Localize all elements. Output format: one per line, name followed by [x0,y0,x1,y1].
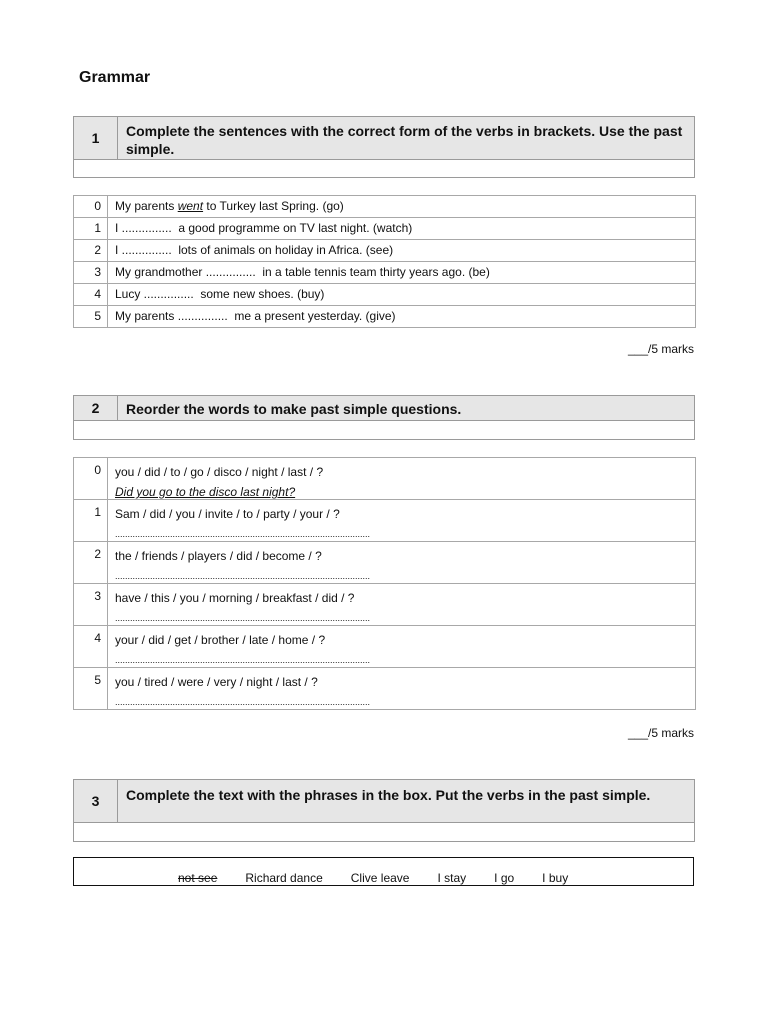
row-number: 1 [74,218,108,239]
phrase-item: I stay [437,871,467,885]
table-row [74,262,695,284]
row-number: 5 [74,668,108,709]
row-number: 4 [74,626,108,667]
row-number: 5 [74,306,108,327]
row-number: 2 [74,240,108,261]
sentence[interactable]: My parents ............... me a present yesterday. (give) [115,309,396,323]
table-row [74,240,695,262]
phrase-item: I go [494,871,515,885]
row-number: 3 [74,584,108,625]
phrase-item: Clive leave [350,871,410,885]
table-row [74,542,695,584]
page-title: Grammar [79,69,151,86]
phrase-box [73,857,694,886]
row-number: 2 [74,542,108,583]
table-row [74,218,695,240]
exercise-2-instruction: Reorder the words to make past simple questions. [126,401,462,417]
row-number: 0 [74,196,108,217]
exercise-2-number: 2 [74,396,118,420]
answer-line[interactable]: ...................................................................................................... [115,697,371,707]
question-words: you / tired / were / very / night / last / ? [115,675,318,689]
question-words: the / friends / players / did / become / ? [115,549,322,563]
answer-line[interactable]: ...................................................................................................... [115,529,371,539]
exercise-1-marks: ___/5 marks [627,342,694,356]
exercise-1-header [73,116,695,178]
exercise-1-number: 1 [74,117,118,159]
exercise-3-blank-row [74,823,694,841]
table-row [74,626,695,668]
exercise-1-table [73,195,696,328]
table-row [74,584,695,626]
row-number: 4 [74,284,108,305]
phrase-item: Richard dance [245,871,323,885]
phrase-example: not see [178,871,218,885]
answer-line[interactable]: ...................................................................................................... [115,613,371,623]
table-row [74,458,695,500]
sentence[interactable]: I ............... lots of animals on holiday in Africa. (see) [115,243,394,257]
sentence[interactable]: Lucy ............... some new shoes. (buy) [115,287,325,301]
row-number: 3 [74,262,108,283]
sentence[interactable]: My grandmother ............... in a table tennis team thirty years ago. (be) [115,265,490,279]
exercise-3-instruction: Complete the text with the phrases in the box. Put the verbs in the past simple. [126,787,651,803]
table-row [74,196,695,218]
exercise-2-table [73,457,696,710]
table-row [74,500,695,542]
sentence: My parents went to Turkey last Spring. (go) [115,199,344,213]
exercise-2-blank-row [74,421,694,439]
answer-line[interactable]: ...................................................................................................... [115,655,371,665]
exercise-1-blank-row [74,160,694,177]
example-answer: went [177,199,204,213]
example-answer: Did you go to the disco last night? [115,485,296,499]
row-number: 1 [74,500,108,541]
question-words: Sam / did / you / invite / to / party / your / ? [115,507,340,521]
exercise-1-instruction: Complete the sentences with the correct form of the verbs in brackets. Use the past simple. [126,123,683,157]
exercise-2-header [73,395,695,440]
answer-line[interactable]: ...................................................................................................... [115,571,371,581]
table-row [74,668,695,709]
table-row [74,284,695,306]
exercise-3-header [73,779,695,842]
question-words: you / did / to / go / disco / night / last / ? [115,465,324,479]
exercise-2-marks: ___/5 marks [627,726,694,740]
sentence[interactable]: I ............... a good programme on TV last night. (watch) [115,221,413,235]
exercise-3-number: 3 [74,780,118,822]
question-words: your / did / get / brother / late / home / ? [115,633,326,647]
row-number: 0 [74,458,108,499]
question-words: have / this / you / morning / breakfast / did / ? [115,591,355,605]
table-row [74,306,695,327]
phrase-item: I buy [542,871,569,885]
phrase-list [178,871,596,885]
